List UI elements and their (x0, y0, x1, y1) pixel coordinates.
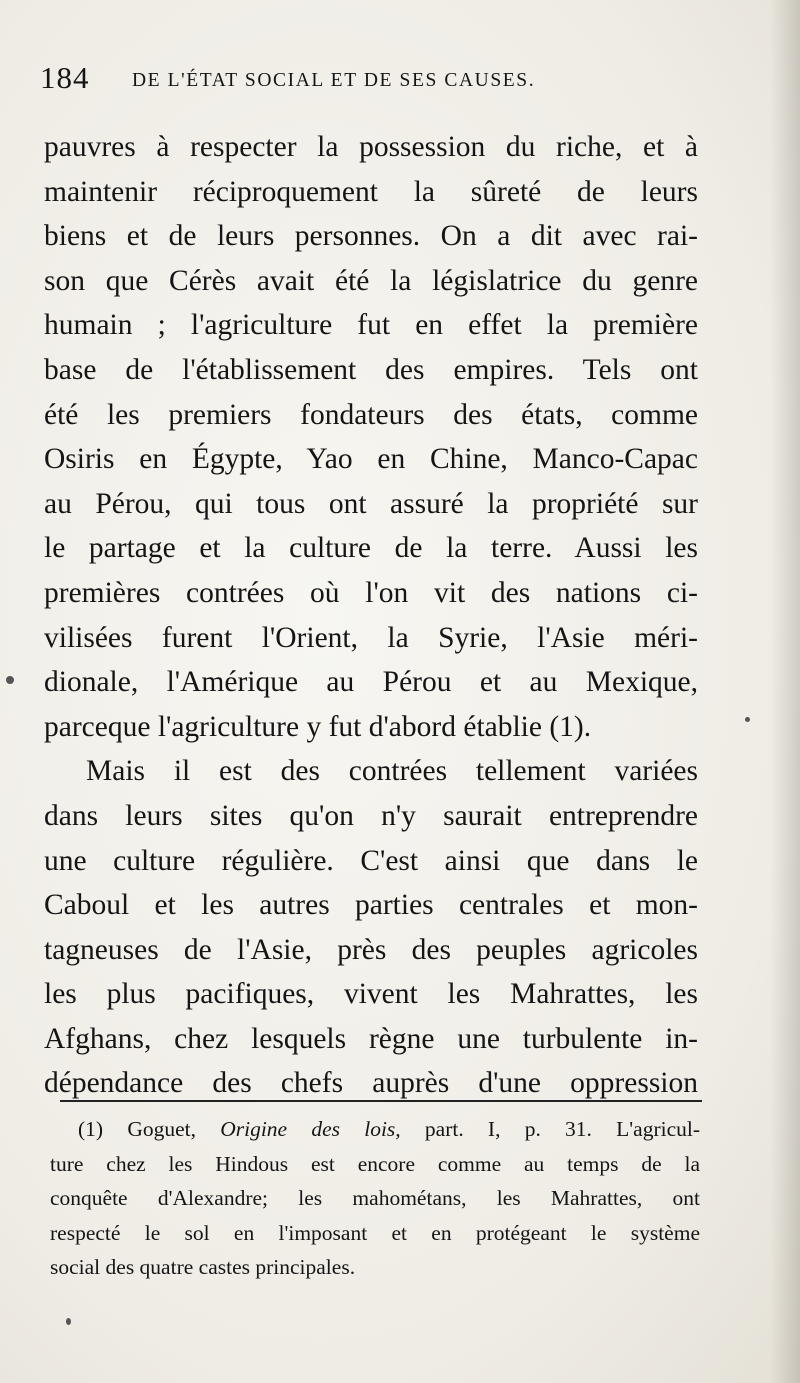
footnote-rule (60, 1100, 702, 1102)
text-line: Afghans, chez lesquels règne une turbulente in- (44, 1022, 698, 1055)
page-header (40, 60, 720, 110)
footnote-line: conquête d'Alexandre; les mahométans, les Mahrattes, ont (50, 1186, 700, 1210)
text-line: son que Cérès avait été la législatrice du genre (44, 264, 698, 297)
body-text (44, 125, 698, 1106)
footnote-line: respecté le sol en l'imposant et en protégeant le système (50, 1220, 700, 1245)
text-line: dionale, l'Amérique au Pérou et au Mexique, (44, 666, 698, 699)
footnote-line (50, 1112, 700, 1147)
text-line: Caboul et les autres parties centrales et mon- (44, 889, 698, 922)
paper-speck (66, 1318, 71, 1325)
text-line: au Pérou, qui tous ont assuré la propriété sur (44, 487, 698, 520)
text-line: parceque l'agriculture y fut d'abord établie (1). (44, 710, 592, 743)
footnote-line: social des quatre castes principales. (50, 1255, 356, 1279)
footnote-author: Goguet, (127, 1117, 196, 1141)
text-line: été les premiers fondateurs des états, comme (44, 398, 698, 431)
footnote (50, 1112, 700, 1285)
text-line: Mais il est des contrées tellement variées (86, 755, 698, 788)
paper-speck (6, 676, 14, 684)
running-head: DE L'ÉTAT SOCIAL ET DE SES CAUSES. (132, 70, 536, 91)
text-line: les plus pacifiques, vivent les Mahrattes, les (44, 978, 698, 1011)
text-line: le partage et la culture de la terre. Aussi les (44, 532, 698, 565)
footnote-work-title: Origine des lois, (220, 1117, 401, 1141)
footnote-line: ture chez les Hindous est encore comme au temps de la (50, 1151, 700, 1176)
text-line: humain ; l'agriculture fut en effet la première (44, 309, 698, 342)
page-number: 184 (40, 60, 90, 95)
text-line: dépendance des chefs auprès d'une oppression (44, 1067, 698, 1100)
footnote-marker: (1) (78, 1117, 104, 1141)
text-line: pauvres à respecter la possession du riche, et à (44, 131, 698, 163)
text-line: maintenir réciproquement la sûreté de leurs (44, 175, 698, 208)
text-line: premières contrées où l'on vit des nations ci- (44, 576, 698, 609)
text-line: une culture régulière. C'est ainsi que dans le (44, 844, 698, 877)
paper-speck (745, 717, 750, 722)
text-line: base de l'établissement des empires. Tels ont (44, 353, 698, 386)
text-line: vilisées furent l'Orient, la Syrie, l'Asie méri- (44, 621, 698, 654)
text-line: dans leurs sites qu'on n'y saurait entreprendre (44, 799, 698, 832)
footnote-reference: part. I, p. 31. L'agricul- (424, 1117, 700, 1141)
text-line: tagneuses de l'Asie, près des peuples agricoles (44, 933, 698, 966)
text-line: Osiris en Égypte, Yao en Chine, Manco-Capac (44, 443, 698, 476)
page-edge-shadow (770, 0, 800, 1383)
text-line: biens et de leurs personnes. On a dit avec rai- (44, 220, 698, 253)
